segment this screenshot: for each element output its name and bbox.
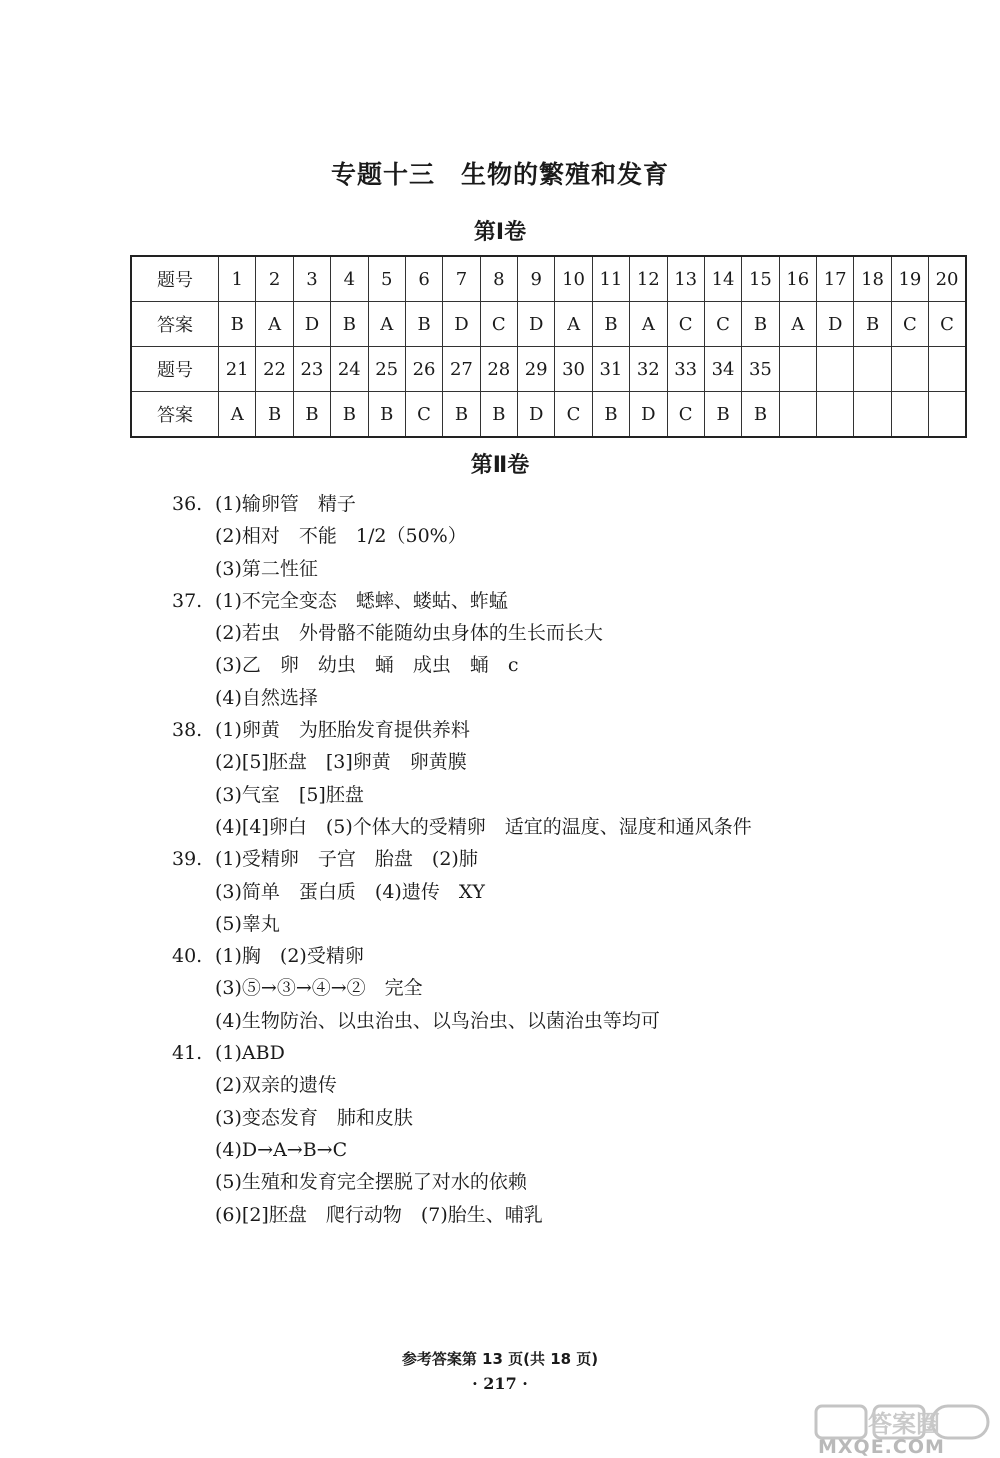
- table-cell: 17: [817, 256, 854, 302]
- table-cell: B: [742, 302, 779, 347]
- table-cell: 21: [219, 347, 256, 392]
- table-cell: [817, 392, 854, 438]
- row-label-answer: 答案: [131, 392, 219, 438]
- table-cell: 8: [480, 256, 517, 302]
- answer-text: (3)乙 卵 幼虫 蛹 成虫 蛹 c: [215, 654, 519, 677]
- answer-line: [172, 940, 952, 972]
- answer-line: [172, 746, 952, 778]
- page-title: 专题十三 生物的繁殖和发育: [330, 160, 669, 189]
- answer-text: (3)⑤→③→④→② 完全: [215, 977, 423, 1000]
- row-label-number: 题号: [131, 347, 219, 392]
- table-row-answers-1: [131, 302, 966, 347]
- answer-line: [172, 1199, 952, 1231]
- table-cell: A: [779, 302, 816, 347]
- watermark-url: MXQE.COM: [818, 1436, 945, 1458]
- table-cell: B: [368, 392, 405, 438]
- table-cell: C: [929, 302, 966, 347]
- answer-line: [172, 488, 952, 520]
- answer-text: (4)生物防治、以虫治虫、以鸟治虫、以菌治虫等均可: [215, 1009, 660, 1032]
- table-cell: C: [555, 392, 592, 438]
- section-heading-part-2: 第Ⅱ卷: [470, 453, 530, 478]
- answer-line: [172, 617, 952, 649]
- table-cell: 22: [256, 347, 293, 392]
- table-cell: B: [704, 392, 741, 438]
- answer-text: (5)睾丸: [215, 912, 280, 935]
- answer-line: [172, 1166, 952, 1198]
- answer-line: [172, 972, 952, 1004]
- table-cell: B: [256, 392, 293, 438]
- answer-line: [172, 520, 952, 552]
- table-cell: [854, 347, 891, 392]
- table-cell: B: [331, 302, 368, 347]
- table-cell: C: [667, 302, 704, 347]
- table-cell: [854, 392, 891, 438]
- answer-text: (3)气室 [5]胚盘: [215, 783, 364, 806]
- table-cell: B: [405, 302, 442, 347]
- question-answer-block: [172, 714, 952, 843]
- table-cell: A: [368, 302, 405, 347]
- answer-table: [130, 255, 967, 438]
- table-row-numbers-1: [131, 256, 966, 302]
- table-cell: B: [219, 302, 256, 347]
- answer-text: (4)自然选择: [215, 686, 318, 709]
- table-cell: [779, 392, 816, 438]
- table-cell: C: [704, 302, 741, 347]
- table-cell: C: [480, 302, 517, 347]
- table-cell: 6: [405, 256, 442, 302]
- question-answer-block: [172, 940, 952, 1037]
- table-cell: 7: [443, 256, 480, 302]
- table-row-numbers-2: [131, 347, 966, 392]
- table-cell: 18: [854, 256, 891, 302]
- answer-line: [172, 585, 952, 617]
- table-cell: B: [293, 392, 330, 438]
- section-heading-part-1: 第Ⅰ卷: [473, 220, 527, 245]
- table-cell: D: [630, 392, 667, 438]
- table-cell: B: [480, 392, 517, 438]
- answer-text: (1)ABD: [215, 1042, 285, 1065]
- table-cell: 13: [667, 256, 704, 302]
- table-cell: [891, 392, 928, 438]
- table-cell: C: [405, 392, 442, 438]
- table-cell: [779, 347, 816, 392]
- table-cell: 5: [368, 256, 405, 302]
- table-cell: 31: [592, 347, 629, 392]
- page-number: · 217 ·: [472, 1374, 528, 1393]
- answer-text: (2)若虫 外骨骼不能随幼虫身体的生长而长大: [215, 622, 603, 645]
- table-cell: D: [443, 302, 480, 347]
- table-cell: 24: [331, 347, 368, 392]
- answer-line: [172, 649, 952, 681]
- answer-text: (2)双亲的遗传: [215, 1074, 337, 1097]
- answer-text: (6)[2]胚盘 爬行动物 (7)胎生、哺乳: [215, 1203, 543, 1226]
- answer-line: [172, 876, 952, 908]
- table-cell: 34: [704, 347, 741, 392]
- table-cell: 23: [293, 347, 330, 392]
- question-number: 37.: [172, 589, 203, 612]
- table-cell: C: [667, 392, 704, 438]
- table-cell: 10: [555, 256, 592, 302]
- answer-line: [172, 1005, 952, 1037]
- table-cell: 4: [331, 256, 368, 302]
- table-cell: A: [219, 392, 256, 438]
- question-number: 41.: [172, 1042, 203, 1065]
- table-cell: 20: [929, 256, 966, 302]
- table-cell: 19: [891, 256, 928, 302]
- table-cell: 12: [630, 256, 667, 302]
- page-footer: 参考答案第 13 页(共 18 页): [401, 1350, 599, 1368]
- table-cell: D: [518, 392, 555, 438]
- table-cell: 33: [667, 347, 704, 392]
- table-cell: 25: [368, 347, 405, 392]
- question-number: 40.: [172, 945, 203, 968]
- answer-text: (3)简单 蛋白质 (4)遗传 XY: [215, 880, 485, 903]
- question-number: 39.: [172, 848, 203, 871]
- table-cell: B: [331, 392, 368, 438]
- table-cell: B: [443, 392, 480, 438]
- table-cell: 2: [256, 256, 293, 302]
- table-cell: A: [555, 302, 592, 347]
- answer-line: [172, 1134, 952, 1166]
- answer-text: (4)[4]卵白 (5)个体大的受精卵 适宜的温度、湿度和通风条件: [215, 815, 752, 838]
- table-cell: 27: [443, 347, 480, 392]
- table-cell: B: [742, 392, 779, 438]
- question-number: 38.: [172, 719, 203, 742]
- table-cell: [891, 347, 928, 392]
- table-cell: 15: [742, 256, 779, 302]
- answer-text: (2)相对 不能 1/2（50%）: [215, 525, 467, 548]
- table-cell: D: [817, 302, 854, 347]
- table-cell: [929, 392, 966, 438]
- table-cell: B: [592, 392, 629, 438]
- answer-text: (3)第二性征: [215, 557, 318, 580]
- table-cell: 9: [518, 256, 555, 302]
- answer-line: [172, 811, 952, 843]
- answer-line: [172, 843, 952, 875]
- table-cell: 3: [293, 256, 330, 302]
- table-cell: [817, 347, 854, 392]
- watermark-logo-text: 答案圈: [868, 1410, 940, 1438]
- question-answer-block: [172, 1037, 952, 1231]
- question-answer-block: [172, 585, 952, 714]
- row-label-answer: 答案: [131, 302, 219, 347]
- question-answer-block: [172, 843, 952, 940]
- answer-text: (1)受精卵 子宫 胎盘 (2)肺: [215, 848, 478, 871]
- table-cell: B: [854, 302, 891, 347]
- answer-line: [172, 1037, 952, 1069]
- table-cell: A: [630, 302, 667, 347]
- table-cell: C: [891, 302, 928, 347]
- table-cell: 16: [779, 256, 816, 302]
- table-cell: 32: [630, 347, 667, 392]
- answer-line: [172, 908, 952, 940]
- table-cell: D: [293, 302, 330, 347]
- table-cell: 26: [405, 347, 442, 392]
- answer-line: [172, 714, 952, 746]
- answer-text: (1)不完全变态 蟋蟀、蝼蛄、蚱蜢: [215, 589, 508, 612]
- answer-text: (2)[5]胚盘 [3]卵黄 卵黄膜: [215, 751, 467, 774]
- table-cell: 35: [742, 347, 779, 392]
- answer-line: [172, 682, 952, 714]
- table-cell: 29: [518, 347, 555, 392]
- table-cell: 14: [704, 256, 741, 302]
- table-cell: D: [518, 302, 555, 347]
- answer-line: [172, 1069, 952, 1101]
- table-cell: 30: [555, 347, 592, 392]
- table-cell: 1: [219, 256, 256, 302]
- table-cell: B: [592, 302, 629, 347]
- question-number: 36.: [172, 493, 203, 515]
- table-cell: A: [256, 302, 293, 347]
- table-cell: [929, 347, 966, 392]
- answer-text: (4)D→A→B→C: [215, 1138, 348, 1161]
- answer-list: [172, 488, 952, 1231]
- question-answer-block: [172, 488, 952, 585]
- answer-text: (3)变态发育 肺和皮肤: [215, 1106, 413, 1129]
- table-row-answers-2: [131, 392, 966, 438]
- answer-text: (1)胸 (2)受精卵: [215, 945, 364, 968]
- row-label-number: 题号: [131, 256, 219, 302]
- answer-text: (5)生殖和发育完全摆脱了对水的依赖: [215, 1171, 527, 1194]
- answer-line: [172, 553, 952, 585]
- table-cell: 28: [480, 347, 517, 392]
- answer-line: [172, 779, 952, 811]
- table-cell: 11: [592, 256, 629, 302]
- answer-text: (1)卵黄 为胚胎发育提供养料: [215, 719, 470, 742]
- answer-text: (1)输卵管 精子: [215, 493, 356, 515]
- answer-line: [172, 1102, 952, 1134]
